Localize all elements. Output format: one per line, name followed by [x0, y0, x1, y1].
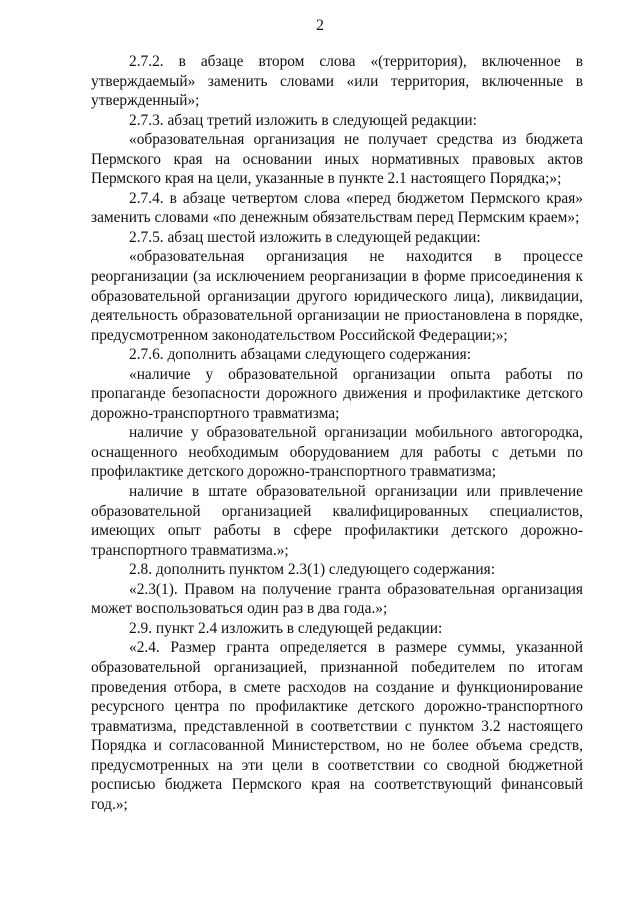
paragraph-2-7-4: 2.7.4. в абзаце четвертом слова «перед бюджетом Пермского края» заменить словами «по денежным обязательствам перед Пермским краем»; [91, 189, 583, 227]
paragraph-2-7-3: 2.7.3. абзац третий изложить в следующей редакции: [129, 111, 477, 129]
paragraph-2-7-6-item-1: «наличие у образовательной организации опыта работы по пропаганде безопасности дорожного движения и профилактике детского дорожно-транспортного травматизма; [91, 365, 583, 422]
paragraph-2-7-5: 2.7.5. абзац шестой изложить в следующей редакции: [129, 228, 481, 246]
paragraph-2-9: 2.9. пункт 2.4 изложить в следующей редакции: [129, 619, 443, 637]
document-body [91, 52, 583, 814]
paragraph-2-7-5-quote: «образовательная организация не находится в процессе реорганизации (за исключением реорганизации в форме присоединения к образовательной организации другого юридического лица), ликвидации, деятельность образовательной организации не приостановлена в порядке, предусмотренном законодательством Российской Федерации;»; [91, 248, 583, 344]
paragraph-2-9-quote: «2.4. Размер гранта определяется в размере суммы, указанной образовательной организацией, признанной победителем по итогам проведения отбора, в смете расходов на создание и функционирование ресурсного центра по профилактике детского дорожно-транспортного травматизма, представленной в соответствии с пунктом 3.2 настоящего Порядка и согласованной Министерством, но не более объема средств, предусмотренных на эти цели в соответствии со сводной бюджетной росписью бюджета Пермского края на соответствующий финансовый год.»; [91, 639, 583, 813]
page-number: 2 [316, 17, 324, 34]
paragraph-2-7-2: 2.7.2. в абзаце втором слова «(территория), включенное в утверждаемый» заменить словами «или территория, включенные в утвержденный»; [91, 53, 583, 110]
paragraph-2-8-quote: «2.3(1). Правом на получение гранта образовательная организация может воспользоваться один раз в два года.»; [91, 580, 583, 618]
paragraph-2-8: 2.8. дополнить пунктом 2.3(1) следующего содержания: [129, 561, 495, 579]
paragraph-2-7-6-item-3: наличие в штате образовательной организации или привлечение образовательной организацией квалифицированных специалистов, имеющих опыт работы в сфере профилактики детского дорожно-транспортного травматизма.»; [91, 483, 583, 559]
paragraph-2-7-6: 2.7.6. дополнить абзацами следующего содержания: [129, 346, 471, 364]
paragraph-2-7-3-quote: «образовательная организация не получает средства из бюджета Пермского края на основании иных нормативных правовых актов Пермского края на цели, указанные в пункте 2.1 настоящего Порядка;»; [91, 131, 583, 188]
paragraph-2-7-6-item-2: наличие у образовательной организации мобильного автогородка, оснащенного необходимым оборудованием для работы с детьми по профилактике детского дорожно-транспортного травматизма; [91, 424, 583, 481]
